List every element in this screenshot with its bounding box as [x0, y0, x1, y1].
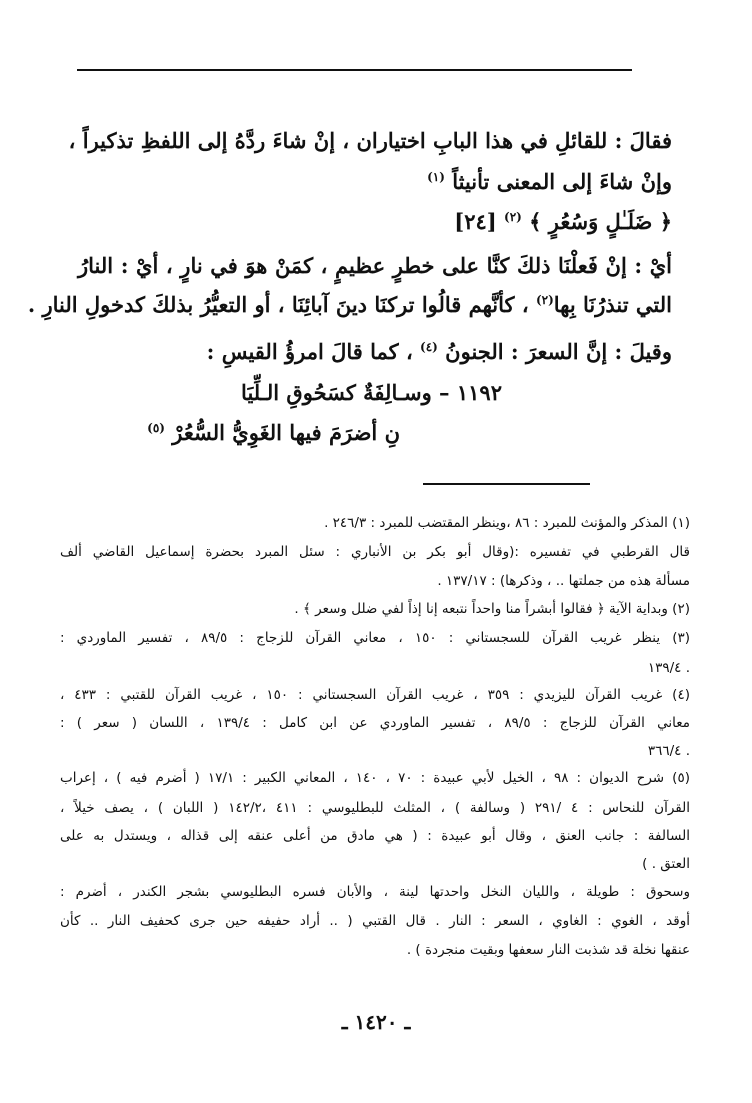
- footnote-rule: [423, 483, 590, 485]
- verse-number: [٢٤]: [454, 209, 497, 234]
- footnote-1: (١) المذكر والمؤنث للمبرد : ٨٦ ،وينظر المقتضب للمبرد : ٢٤٦/٣ .: [324, 515, 690, 531]
- main-line-5: [27, 292, 672, 317]
- top-rule: [77, 69, 632, 71]
- footnote-3: (٣) ينظر غريب القرآن للسجستاني : ١٥٠ ، معاني القرآن للزجاج : ٨٩/٥ ، تفسير الماوردي :: [60, 630, 691, 646]
- main-line-6b: ، كما قالَ امرؤُ القيسِ :: [206, 339, 413, 364]
- footnote-1-cont-b: مسألة هذه من جملتها .. ، وذكرها) : ١٣٧/١٧ .: [437, 573, 690, 589]
- footnote-5-cont-c: العتق . ): [642, 856, 690, 872]
- main-line-2: [427, 169, 672, 194]
- footnote-4-cont-b: ٣٦٦/٤ .: [647, 743, 690, 759]
- main-line-4: أيْ : إنْ فَعلْنَا ذلكَ كنَّا على خطرٍ عظيمٍ ، كمَنْ هوَ في نارٍ ، أيْ : النارُ: [78, 253, 672, 278]
- main-line-6: [207, 339, 672, 364]
- footnote-5-cont-e: أوقد ، الغوي : الغاوي ، السعر : النار . قال القتبي ( .. أراد حفيفه حين جرى كحفيف النار .. كأن: [60, 913, 690, 929]
- poem-line-2-text: نِ أضرَمَ فيها الغَوِيُّ السُّعُرْ: [172, 420, 400, 445]
- footnote-ref-5: (٥): [147, 421, 165, 435]
- footnote-ref-1: (١): [427, 170, 445, 184]
- main-line-5b: ، كأنَّهم قالُوا تركنَا دينَ آبائِنَا ، أو التعيُّرُ بذلكَ كدخولِ النارِ .: [27, 292, 529, 317]
- footnote-4-cont-a: معاني القرآن للزجاج : ٨٩/٥ ، تفسير الماوردي عن ابن كامل : ١٣٩/٤ ، اللسان ( سعر ) :: [60, 715, 690, 731]
- footnote-ref-4: (٤): [420, 340, 438, 354]
- poem-line-1: ١١٩٢ – وسـالِفَةٌ كسَحُوقِ الـلِّيَا: [241, 380, 502, 405]
- main-line-1: فقالَ : للقائلِ في هذا البابِ اختياران ، إنْ شاءَ ردَّهُ إلى اللفظِ تذكيراً ،: [68, 128, 672, 153]
- footnote-5-cont-a: القرآن للنحاس : ٤ /٢٩١ ( وسالفة ) ، المثلث للبطليوسي : ٤١١ ،١٤٢/٢ ( اللبان ) ، يصف خيلاً ،: [60, 800, 690, 816]
- main-line-2-text: وإنْ شاءَ إلى المعنى تأنيثاً: [452, 169, 672, 194]
- footnote-ref-2: (٢): [504, 210, 522, 224]
- verse-text: ﴿ ضَلَـٰلٍ وَسُعُرٍ ﴾: [529, 209, 672, 234]
- main-line-6a: وقيلَ : إنَّ السعرَ : الجنونُ: [445, 339, 672, 364]
- quranic-verse: [454, 209, 672, 234]
- footnote-1-cont-a: قال القرطبي في تفسيره :(وقال أبو بكر بن الأنباري : سئل المبرد بحضرة إسماعيل القاضي ألف: [60, 544, 690, 560]
- footnote-5-cont-f: عنقها نخلة قد شذبت النار سعفها وبقيت منجردة ) .: [406, 942, 690, 958]
- footnote-3-cont: ١٣٩/٤ .: [647, 660, 690, 676]
- footnote-5: (٥) شرح الديوان : ٩٨ ، الخيل لأبي عبيدة : ٧٠ ، ١٤٠ ، المعاني الكبير : ١٧/١ ( أضرم فيه ) ، إعراب: [60, 770, 690, 786]
- page-number: ـ ١٤٢٠ ـ: [341, 1010, 411, 1034]
- footnote-ref-3: (٢): [535, 293, 554, 307]
- poem-line-2: [147, 420, 400, 445]
- footnote-5-cont-d: وسحوق : طويلة ، والليان النخل واحدتها لينة ، والأبان فسره البطليوسي بشجر الكندر ، أضرم :: [60, 884, 690, 900]
- main-line-5a: التي تنذرُنَا بِها: [553, 292, 672, 317]
- footnote-2: (٢) وبداية الآية ﴿ فقالوا أبشراً منا واحداً نتبعه إنا إذاً لفي ضلل وسعر ﴾ .: [294, 601, 690, 617]
- footnote-5-cont-b: السالفة : جانب العنق ، وقال أبو عبيدة : ( هي مادق من أعلى عنقه إلى قذاله ، ويستدل به على: [60, 828, 690, 844]
- footnote-4: (٤) غريب القرآن لليزيدي : ٣٥٩ ، غريب القرآن السجستاني : ١٥٠ ، غريب القرآن للقتبي : ٤٣٣ ،: [60, 687, 690, 703]
